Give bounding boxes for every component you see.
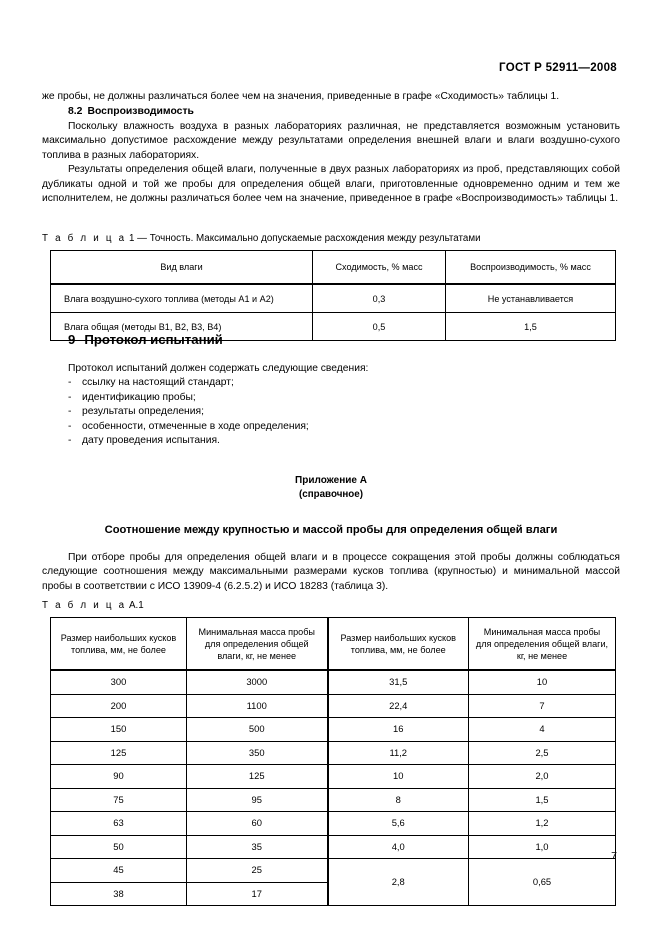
section-9-lead-text: Протокол испытаний должен содержать следующие сведения:	[68, 363, 369, 374]
table-row	[51, 284, 616, 313]
table-a1-cell-r3c3: 2,5	[469, 741, 616, 765]
table-a1-header-row	[51, 618, 616, 671]
list-item	[42, 376, 620, 390]
table-row	[51, 694, 616, 718]
subsection-8-2-title: Воспроизводимость	[87, 106, 194, 118]
table-a1-cell-r3c2: 11,2	[328, 741, 469, 765]
table-a1-header-cell-2: Размер наибольших кусков топлива, мм, не более	[328, 618, 469, 671]
table-a1-cell-r8c0: 45	[51, 859, 187, 883]
list-item-label: ссылку на настоящий стандарт;	[82, 377, 234, 389]
section-9-requirements-list	[42, 376, 620, 448]
table-a1-cell-r8c3-merged: 0,65	[469, 859, 616, 906]
table-a1-cell-r6c3: 1,2	[469, 812, 616, 836]
appendix-a-header	[42, 474, 620, 502]
table-1-cell-r1c2: 1,5	[446, 313, 616, 341]
table-a1-header-cell-1: Минимальная масса пробы для определения общей влаги, кг, не менее	[187, 618, 328, 671]
appendix-a-title: Приложение А	[295, 475, 367, 486]
list-item-label: особенности, отмеченные в ходе определения;	[82, 420, 309, 432]
section-9-heading	[42, 331, 620, 349]
table-a1-cell-r3c0: 125	[51, 741, 187, 765]
list-dash-marker: -	[68, 435, 72, 447]
table-row	[51, 670, 616, 694]
table-1-header-row	[51, 251, 616, 285]
table-a1-cell-r6c0: 63	[51, 812, 187, 836]
table-a1-caption-number: А.1	[128, 600, 144, 611]
table-a1-cell-r4c2: 10	[328, 765, 469, 789]
section-8-2-paragraph-2: Результаты определения общей влаги, полученные в двух разных лабораториях из проб, представляющих собой дубликаты одной и той же пробы для определения общей влаги, приготовленные одновременно одним и тем же исполнителем, не должны различаться более чем на значение, приведенное в графе «Воспроизводимость» таблицы 1.	[42, 164, 620, 204]
table-a1-container	[50, 617, 616, 906]
table-1-cell-r0c0: Влага воздушно-сухого топлива (методы А1 и А2)	[51, 284, 313, 313]
table-a1-cell-r6c2: 5,6	[328, 812, 469, 836]
table-a1-cell-r4c0: 90	[51, 765, 187, 789]
table-a1-cell-r1c3: 7	[469, 694, 616, 718]
subsection-8-2-heading	[42, 104, 620, 120]
table-a1-cell-r2c3: 4	[469, 718, 616, 742]
appendix-a-subtitle: (справочное)	[299, 489, 363, 500]
section-8-text-block	[42, 90, 620, 206]
list-item	[42, 434, 620, 448]
table-a1-cell-r5c2: 8	[328, 788, 469, 812]
table-row	[51, 859, 616, 883]
table-1-cell-r0c1: 0,3	[313, 284, 446, 313]
list-item	[42, 420, 620, 434]
list-item-label: дату проведения испытания.	[82, 435, 220, 447]
table-row	[51, 812, 616, 836]
section-8-2-paragraph-1: Поскольку влажность воздуха в разных лабораториях различная, не представляется возможным установить максимально допустимое расхождение между результатами определения внешней влаги и влаги воздушно-сухого топлива в разных лабораториях.	[42, 120, 620, 161]
table-a1-cell-r1c2: 22,4	[328, 694, 469, 718]
table-1-caption-label: Т а б л и ц а	[42, 233, 127, 244]
table-1-caption-text: Точность. Максимально допускаемые расхождения между результатами	[149, 233, 481, 244]
table-a1-cell-r5c3: 1,5	[469, 788, 616, 812]
list-item	[42, 405, 620, 419]
table-a1-cell-r7c1: 35	[187, 835, 328, 859]
table-1	[50, 250, 616, 341]
table-row	[51, 765, 616, 789]
table-1-caption	[42, 232, 620, 245]
list-dash-marker: -	[68, 391, 72, 403]
table-1-header-cell-0: Вид влаги	[51, 251, 313, 285]
table-row	[51, 788, 616, 812]
table-1-caption-dash: —	[137, 233, 147, 244]
table-a1-caption-label: Т а б л и ц а	[42, 600, 127, 611]
table-a1-cell-r0c3: 10	[469, 670, 616, 694]
table-a1-cell-r0c2: 31,5	[328, 670, 469, 694]
appendix-a-heading: Соотношение между крупностью и массой пробы для определения общей влаги	[104, 524, 558, 536]
section-9-title: Протокол испытаний	[84, 332, 223, 347]
table-a1-cell-r7c3: 1,0	[469, 835, 616, 859]
list-item-label: результаты определения;	[82, 406, 204, 418]
table-a1-cell-r3c1: 350	[187, 741, 328, 765]
table-a1-cell-r2c1: 500	[187, 718, 328, 742]
table-a1-header-cell-3: Минимальная масса пробы для определения общей влаги, кг, не менее	[469, 618, 616, 671]
appendix-a-paragraph-block	[42, 551, 620, 594]
table-a1-cell-r2c0: 150	[51, 718, 187, 742]
table-a1-cell-r1c1: 1100	[187, 694, 328, 718]
table-a1-cell-r9c1: 17	[187, 882, 328, 906]
list-item-label: идентификацию пробы;	[82, 391, 196, 403]
table-1-caption-number: 1	[128, 233, 135, 244]
subsection-8-2-number: 8.2	[68, 106, 83, 118]
list-dash-marker: -	[68, 377, 72, 389]
table-a1-caption	[42, 599, 620, 612]
table-row	[51, 718, 616, 742]
table-1-container	[50, 250, 616, 341]
table-1-cell-r0c2: Не устанавливается	[446, 284, 616, 313]
table-1-cell-r1c0: Влага общая (методы В1, В2, В3, В4)	[51, 313, 313, 341]
table-a1-cell-r1c0: 200	[51, 694, 187, 718]
table-a1-cell-r4c1: 125	[187, 765, 328, 789]
table-row	[51, 741, 616, 765]
list-dash-marker: -	[68, 420, 72, 432]
table-1-header-cell-1: Сходимость, % масс	[313, 251, 446, 285]
section-9-block	[42, 331, 620, 448]
table-1-cell-r1c1: 0,5	[313, 313, 446, 341]
section-9-number: 9	[68, 332, 76, 347]
appendix-a-heading-block	[42, 523, 620, 538]
table-a1-cell-r5c1: 95	[187, 788, 328, 812]
table-a1-cell-r0c1: 3000	[187, 670, 328, 694]
table-a1-cell-r8c1: 25	[187, 859, 328, 883]
table-a1-cell-r6c1: 60	[187, 812, 328, 836]
table-a1-cell-r4c3: 2,0	[469, 765, 616, 789]
list-item	[42, 391, 620, 405]
table-a1-header-cell-0: Размер наибольших кусков топлива, мм, не более	[51, 618, 187, 671]
table-row	[51, 835, 616, 859]
table-a1-cell-r0c0: 300	[51, 670, 187, 694]
table-a1	[50, 617, 616, 906]
list-dash-marker: -	[68, 406, 72, 418]
appendix-a-paragraph: При отборе пробы для определения общей влаги и в процессе сокращения этой пробы должны соблюдаться следующие соотношения между максимальными размерами кусков топлива (крупностью) и минимальной массой пробы в соответствии с ИСО 13909-4 (6.2.5.2) и ИСО 18283 (таблица 3).	[42, 552, 620, 592]
table-a1-cell-r2c2: 16	[328, 718, 469, 742]
table-a1-cell-r8c2-merged: 2,8	[328, 859, 469, 906]
section-8-continued-paragraph: же пробы, не должны различаться более чем на значения, приведенные в графе «Сходимость» таблицы 1.	[42, 91, 560, 102]
table-a1-cell-r7c0: 50	[51, 835, 187, 859]
running-header-standard-number: ГОСТ Р 52911—2008	[499, 62, 617, 74]
table-a1-cell-r5c0: 75	[51, 788, 187, 812]
table-1-header-cell-2: Воспроизводимость, % масс	[446, 251, 616, 285]
table-a1-cell-r9c0: 38	[51, 882, 187, 906]
table-a1-cell-r7c2: 4,0	[328, 835, 469, 859]
page-number: 7	[611, 850, 617, 862]
